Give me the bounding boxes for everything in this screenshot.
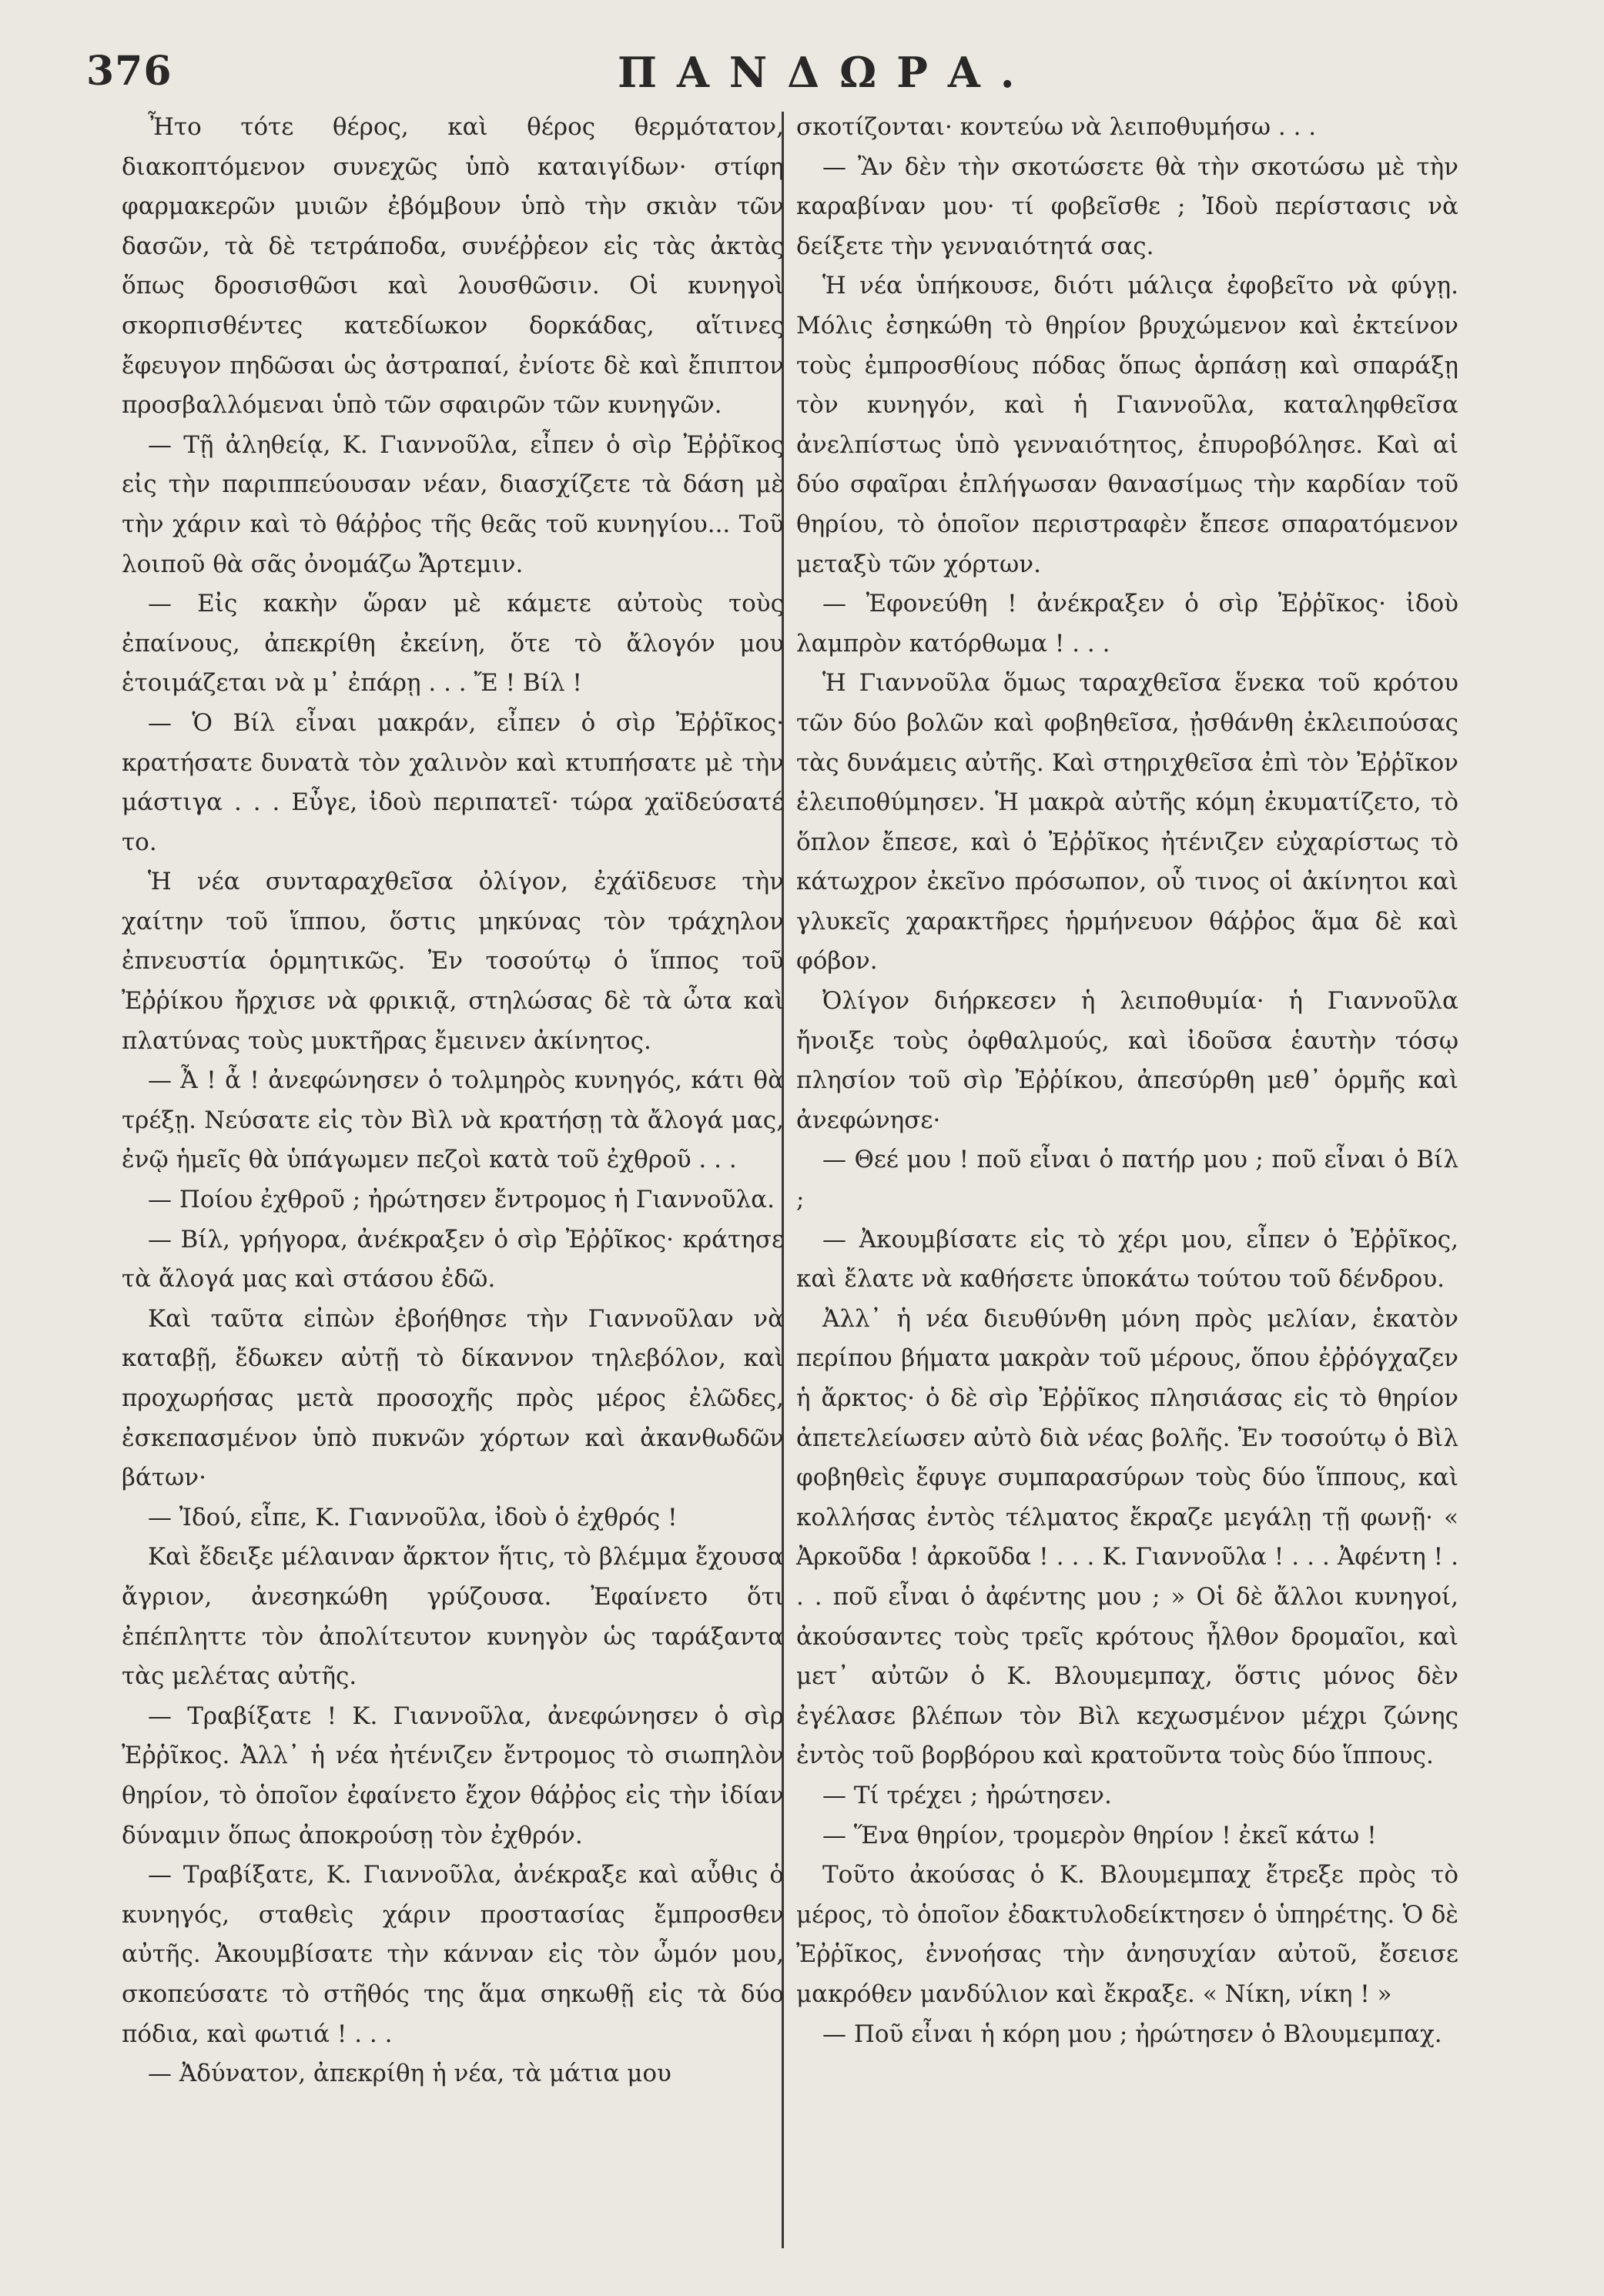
paragraph: Ἦτο τότε θέρος, καὶ θέρος θερμότατον, διακοπτόμενον συνεχῶς ὑπὸ καταιγίδων· στίφη φαρμακερῶν μυιῶν ἐβόμβουν ὑπὸ τὴν σκιὰν τῶν δασῶν, τὰ δὲ τετράποδα, συνέῤῥεον εἰς τὰς ἀκτὰς ὅπως δροσισθῶσι καὶ λουσθῶσιν. Οἱ κυνηγοὶ σκορπισθέντες κατεδίωκον δορκάδας, αἵτινες ἔφευγον πηδῶσαι ὡς ἀστραπαί, ἐνίοτε δὲ καὶ ἔπιπτον προσβαλλόμεναι ὑπὸ τῶν σφαιρῶν τῶν κυνηγῶν. — [122, 113, 784, 420]
paragraph: — Ἀκουμβίσατε εἰς τὸ χέρι μου, εἶπεν ὁ Ἐῤῥῖκος, καὶ ἔλατε νὰ καθήσετε ὑποκάτω τούτου τοῦ δένδρου. — [796, 1225, 1458, 1294]
paragraph: — Ἰδού, εἶπε, Κ. Γιαννοῦλα, ἰδοὺ ὁ ἐχθρός ! — [148, 1503, 678, 1531]
left-column — [122, 108, 784, 2094]
paragraph: — Θεέ μου ! ποῦ εἶναι ὁ πατήρ μου ; ποῦ εἶναι ὁ Βίλ ; — [796, 1146, 1458, 1214]
paragraph: Ὀλίγον διήρκεσεν ἡ λειποθυμία· ἡ Γιαννοῦλα ἤνοιξε τοὺς ὀφθαλμούς, καὶ ἰδοῦσα ἑαυτὴν τόσῳ πλησίον τοῦ σὶρ Ἐῤῥίκου, ἀπεσύρθη μεθ᾽ ὁρμῆς καὶ ἀνεφώνησε· — [796, 987, 1458, 1134]
paragraph: Τοῦτο ἀκούσας ὁ Κ. Βλουμεμπαχ ἔτρεξε πρὸς τὸ μέρος, τὸ ὁποῖον ἐδακτυλοδείκτησεν ὁ ὑπηρέτης. Ὁ δὲ Ἐῤῥῖκος, ἐννοήσας τὴν ἀνησυχίαν αὐτοῦ, ἔσεισε μακρόθεν μανδύλιον καὶ ἔκραξε. « Νίκη, νίκη ! » — [796, 1861, 1458, 2008]
paragraph: — Ὁ Βίλ εἶναι μακράν, εἶπεν ὁ σὶρ Ἐῤῥῖκος· κρατήσατε δυνατὰ τὸν χαλινὸν καὶ κτυπήσατε μὲ τὴν μάστιγα . . . Εὖγε, ἰδοὺ περιπατεῖ· τώρα χαϊδεύσατέ το. — [122, 708, 784, 856]
paragraph: Ἡ Γιαννοῦλα ὅμως ταραχθεῖσα ἕνεκα τοῦ κρότου τῶν δύο βολῶν καὶ φοβηθεῖσα, ᾐσθάνθη ἐκλειπούσας τὰς δυνάμεις αὐτῆς. Καὶ στηριχθεῖσα ἐπὶ τὸν Ἐῤῥῖκον ἐλειποθύμησεν. Ἡ μακρὰ αὐτῆς κόμη ἐκυματίζετο, τὸ ὅπλον ἔπεσε, καὶ ὁ Ἐῤῥῖκος ἠτένιζεν εὐχαρίστως τὸ κάτωχρον ἐκεῖνο πρόσωπον, οὗ τινος οἱ ἀκίνητοι καὶ γλυκεῖς χαρακτῆρες ἡρμήνευον θάῤῥος ἅμα δὲ καὶ φόβον. — [796, 669, 1458, 976]
paragraph: — Τῇ ἀληθείᾳ, Κ. Γιαννοῦλα, εἶπεν ὁ σὶρ Ἐῤῥῖκος εἰς τὴν παριππεύουσαν νέαν, διασχίζετε τὰ δάση μὲ τὴν χάριν καὶ τὸ θάῤῥος τῆς θεᾶς τοῦ κυνηγίου... Τοῦ λοιποῦ θὰ σᾶς ὀνομάζω Ἄρτεμιν. — [122, 430, 784, 578]
page-header — [86, 48, 1519, 109]
right-column — [796, 108, 1458, 2054]
running-title: ΠΑΝΔΩΡΑ. — [618, 48, 1035, 97]
paragraph: Καὶ ἔδειξε μέλαιναν ἄρκτον ἥτις, τὸ βλέμμα ἔχουσα ἄγριον, ἀνεσηκώθη γρύζουσα. Ἐφαίνετο ὅτι ἐπέπληττε τὸν ἀπολίτευτον κυνηγὸν ὡς ταράξαντα τὰς μελέτας αὐτῆς. — [122, 1543, 784, 1691]
paragraph: — Εἰς κακὴν ὥραν μὲ κάμετε αὐτοὺς τοὺς ἐπαίνους, ἀπεκρίθη ἐκείνη, ὅτε τὸ ἄλογόν μου ἑτοιμάζεται νὰ μ᾽ ἐπάρῃ . . . Ἔ ! Βίλ ! — [122, 590, 784, 698]
page-number: 376 — [86, 48, 172, 95]
paragraph: Ἀλλ᾽ ἡ νέα διευθύνθη μόνη πρὸς μελίαν, ἑκατὸν περίπου βήματα μακρὰν τοῦ μέρους, ὅπου ἐῤῥόγχαζεν ἡ ἄρκτος· ὁ δὲ σὶρ Ἐῤῥῖκος πλησιάσας εἰς τὸ θηρίον ἀπετελείωσεν αὐτὸ διὰ νέας βολῆς. Ἐν τοσούτῳ ὁ Βὶλ φοβηθεὶς ἔφυγε συμπαρασύρων τοὺς δύο ἵππους, καὶ κολλήσας ἐντὸς τέλματος ἔκραζε μεγάλῃ τῇ φωνῇ· « Ἀρκοῦδα ! ἀρκοῦδα ! . . . Κ. Γιαννοῦλα ! . . . Ἀφέντη ! . . . ποῦ εἶναι ὁ ἀφέντης μου ; » Οἱ δὲ ἄλλοι κυνηγοί, ἀκούσαντες τοὺς τρεῖς κρότους ἦλθον δρομαῖοι, καὶ μετ᾽ αὐτῶν ὁ Κ. Βλουμεμπαχ, ὅστις μόνος δὲν ἐγέλασε βλέπων τὸν Βὶλ κεχωσμένον μέχρι ζώνης ἐντὸς τοῦ βορβόρου καὶ κρατοῦντα τοὺς δύο ἵππους. — [796, 1304, 1458, 1770]
paragraph: — Ποῦ εἶναι ἡ κόρη μου ; ἠρώτησεν ὁ Βλουμεμπαχ. — [822, 2020, 1442, 2048]
paragraph: — Βίλ, γρήγορα, ἀνέκραξεν ὁ σὶρ Ἐῤῥῖκος· κράτησε τὰ ἄλογά μας καὶ στάσου ἐδῶ. — [122, 1225, 784, 1294]
paragraph: — Ποίου ἐχθροῦ ; ἠρώτησεν ἔντρομος ἡ Γιαννοῦλα. — [148, 1186, 775, 1214]
paragraph: — Ἀδύνατον, ἀπεκρίθη ἡ νέα, τὰ μάτια μου — [148, 2060, 671, 2088]
paragraph: Ἡ νέα ὑπήκουσε, διότι μάλιςα ἐφοβεῖτο νὰ φύγῃ. Μόλις ἐσηκώθη τὸ θηρίον βρυχώμενον καὶ ἐκτείνον τοὺς ἐμπροσθίους πόδας ὅπως ἁρπάσῃ καὶ σπαράξῃ τὸν κυνηγόν, καὶ ἡ Γιαννοῦλα, καταληφθεῖσα ἀνελπίστως ὑπὸ γενναιότητος, ἐπυροβόλησε. Καὶ αἱ δύο σφαῖραι ἐπλήγωσαν θανασίμως τὴν καρδίαν τοῦ θηρίου, τὸ ὁποῖον περιστραφὲν ἔπεσε σπαρατόμενον μεταξὺ τῶν χόρτων. — [796, 272, 1458, 578]
paragraph: — Τραβίξατε, Κ. Γιαννοῦλα, ἀνέκραξε καὶ αὖθις ὁ κυνηγός, σταθεὶς χάριν προστασίας ἔμπροσθεν αὐτῆς. Ἀκουμβίσατε τὴν κάνναν εἰς τὸν ὦμόν μου, σκοπεύσατε τὸ στῆθός της ἅμα σηκωθῇ εἰς τὰ δύο πόδια, καὶ φωτιά ! . . . — [122, 1861, 784, 2048]
paragraph: σκοτίζονται· κοντεύω νὰ λειποθυμήσω . . . — [796, 113, 1317, 141]
paragraph: — Ἕνα θηρίον, τρομερὸν θηρίον ! ἐκεῖ κάτω ! — [822, 1821, 1377, 1849]
paragraph: — Ἆ ! ἆ ! ἀνεφώνησεν ὁ τολμηρὸς κυνηγός, κάτι θὰ τρέξῃ. Νεύσατε εἰς τὸν Βὶλ νὰ κρατήσῃ τὰ ἄλογά μας, ἐνῷ ἡμεῖς θὰ ὑπάγωμεν πεζοὶ κατὰ τοῦ ἐχθροῦ . . . — [122, 1066, 784, 1174]
paragraph: Ἡ νέα συνταραχθεῖσα ὀλίγον, ἐχάϊδευσε τὴν χαίτην τοῦ ἵππου, ὅστις μηκύνας τὸν τράχηλον ἐπνευστία ὁρμητικῶς. Ἐν τοσούτῳ ὁ ἵππος τοῦ Ἐῤῥίκου ἤρχισε νὰ φρικιᾷ, στηλώσας δὲ τὰ ὦτα καὶ πλατύνας τοὺς μυκτῆρας ἔμεινεν ἀκίνητος. — [122, 868, 784, 1055]
paragraph: — Τραβίξατε ! Κ. Γιαννοῦλα, ἀνεφώνησεν ὁ σὶρ Ἐῤῥῖκος. Ἀλλ᾽ ἡ νέα ἠτένιζεν ἔντρομος τὸ σιωπηλὸν θηρίον, τὸ ὁποῖον ἐφαίνετο ἔχον θάῤῥος εἰς τὴν ἰδίαν δύναμιν ὅπως ἀποκρούσῃ τὸν ἐχθρόν. — [122, 1702, 784, 1849]
paragraph: — Ἐφονεύθη ! ἀνέκραξεν ὁ σὶρ Ἐῤῥῖκος· ἰδοὺ λαμπρὸν κατόρθωμα ! . . . — [796, 590, 1458, 658]
paragraph: — Ἂν δὲν τὴν σκοτώσετε θὰ τὴν σκοτώσω μὲ τὴν καραβίναν μου· τί φοβεῖσθε ; Ἰδοὺ περίστασις νὰ δείξετε τὴν γενναιότητά σας. — [796, 152, 1458, 260]
paragraph: Καὶ ταῦτα εἰπὼν ἐβοήθησε τὴν Γιαννοῦλαν νὰ καταβῇ, ἔδωκεν αὐτῇ τὸ δίκαννον τηλεβόλον, καὶ προχωρήσας μετὰ προσοχῆς πρὸς μέρος ἐλῶδες, ἐσκεπασμένον ὑπὸ πυκνῶν χόρτων καὶ ἀκανθωδῶν βάτων· — [122, 1304, 784, 1492]
paragraph: — Τί τρέχει ; ἠρώτησεν. — [822, 1781, 1112, 1809]
